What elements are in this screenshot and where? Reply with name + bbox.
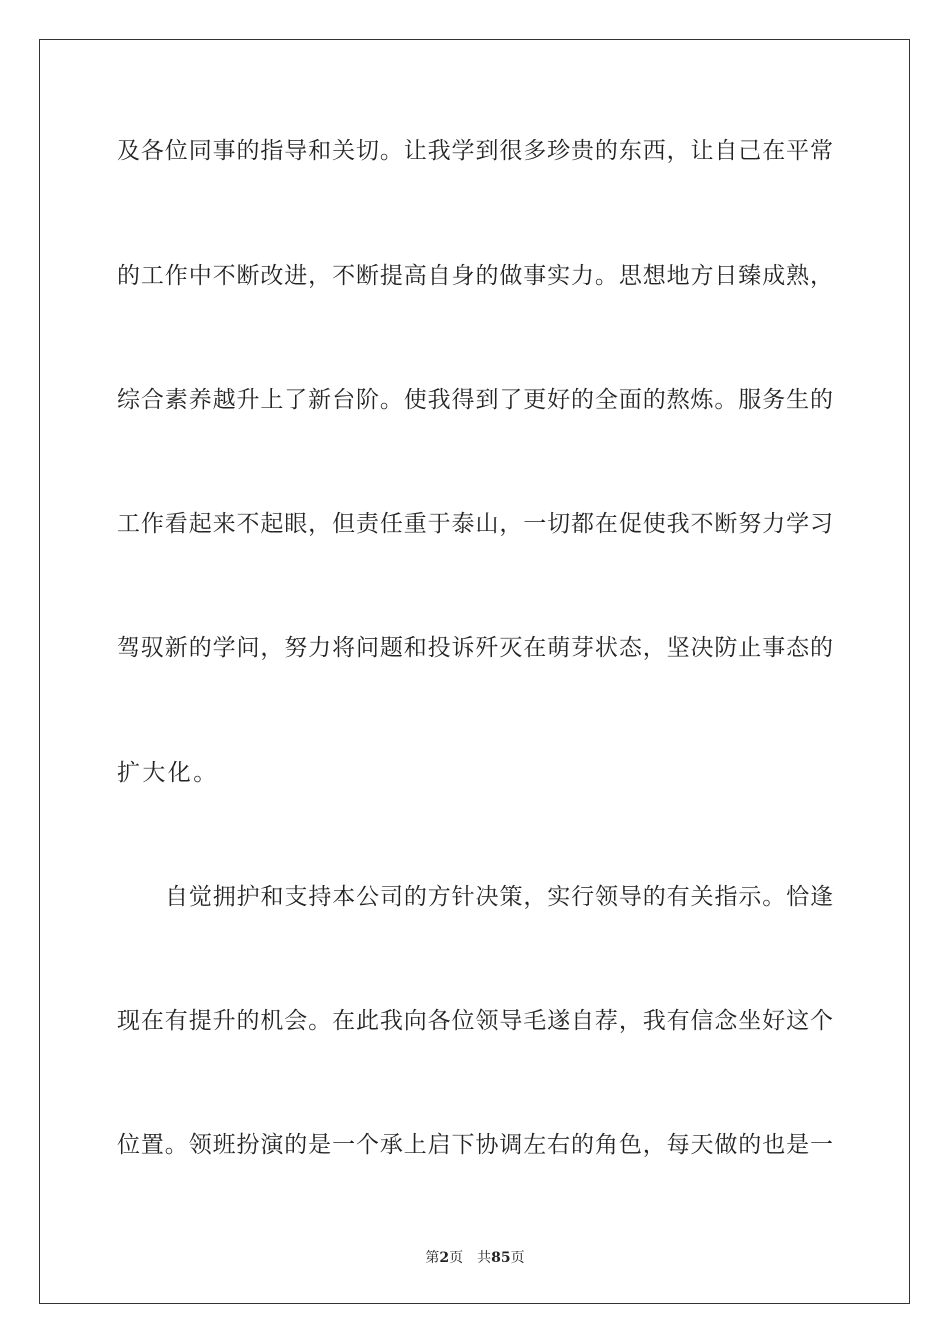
body-text-line: 综合素养越升上了新台阶。使我得到了更好的全面的熬炼。服务生的 — [117, 387, 833, 413]
total-pages: 85 — [491, 1250, 511, 1266]
body-text-line: 现在有提升的机会。在此我向各位领导毛遂自荐，我有信念坐好这个 — [117, 1008, 833, 1034]
page-border — [39, 39, 910, 1304]
total-prefix: 共 — [477, 1250, 492, 1266]
page-footer — [0, 1247, 950, 1267]
total-suffix: 页 — [510, 1250, 525, 1266]
body-text-line: 驾驭新的学问，努力将问题和投诉歼灭在萌芽状态，坚决防止事态的 — [117, 635, 833, 661]
body-text-line: 及各位同事的指导和关切。让我学到很多珍贵的东西，让自己在平常 — [117, 138, 833, 164]
body-text-line: 位置。领班扮演的是一个承上启下协调左右的角色，每天做的也是一 — [117, 1132, 833, 1158]
body-text-line: 扩大化。 — [117, 760, 219, 786]
body-text-line: 工作看起来不起眼，但责任重于泰山，一切都在促使我不断努力学习 — [117, 511, 833, 537]
page-prefix: 第 — [425, 1250, 440, 1266]
page-number: 2 — [439, 1250, 450, 1266]
paragraph-first-line: 自觉拥护和支持本公司的方针决策，实行领导的有关指示。恰逢 — [165, 884, 833, 910]
body-text-line: 的工作中不断改进，不断提高自身的做事实力。思想地方日臻成熟， — [117, 263, 833, 289]
page-suffix: 页 — [449, 1250, 464, 1266]
